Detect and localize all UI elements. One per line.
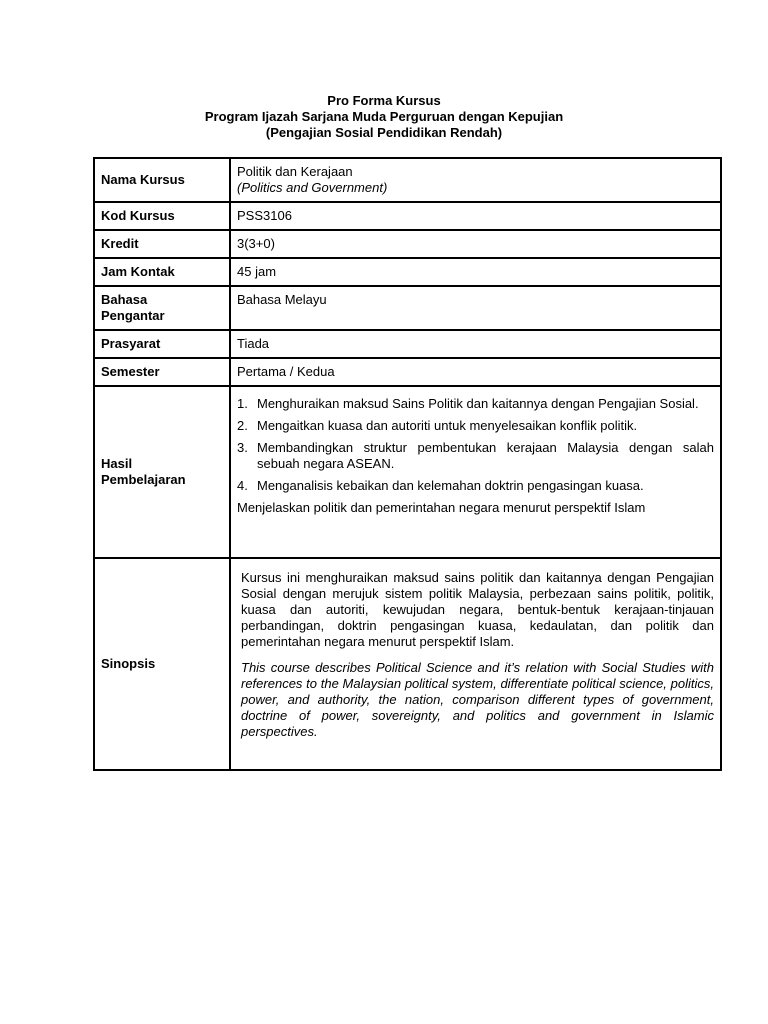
sinopsis-label: Sinopsis [94,558,230,770]
outcome-text: Menghuraikan maksud Sains Politik dan kaitannya dengan Pengajian Sosial. [257,396,699,411]
bahasa-pengantar-label-line2: Pengantar [101,308,165,323]
row-prasyarat [94,330,721,358]
row-nama-kursus [94,158,721,202]
list-item [237,396,714,412]
outcome-number: 2. [237,418,248,433]
row-bahasa-pengantar [94,286,721,330]
bahasa-pengantar-label-line1: Bahasa [101,292,148,307]
course-name: Politik dan Kerajaan [237,164,353,179]
row-kredit [94,230,721,258]
bahasa-pengantar-label [94,286,230,330]
bahasa-pengantar-value: Bahasa Melayu [230,286,721,330]
outcome-extra-text: Menjelaskan politik dan pemerintahan negara menurut perspektif Islam [237,500,646,515]
row-kod-kursus [94,202,721,230]
nama-kursus-label: Nama Kursus [94,158,230,202]
synopsis-malay: Kursus ini menghuraikan maksud sains politik dan kaitannya dengan Pengajian Sosial dengan merujuk sistem politik Malaysia, perbezaan sains politik, politik, kuasa dan autoriti, kewujudan negara, bentuk-bentuk kerajaan-tinjauan perbandingan, doktrin pengasingan kuasa, kedaulatan, dan politik dan pemerintahan negara menurut perspektif Islam. [241,570,714,649]
header-specialisation: (Pengajian Sosial Pendidikan Rendah) [265,125,503,140]
kredit-label: Kredit [94,230,230,258]
sinopsis-value [230,558,721,770]
outcome-number: 3. [237,440,248,455]
course-proforma-table [93,157,722,771]
row-sinopsis [94,558,721,770]
hasil-pembelajaran-label [94,386,230,558]
outcome-text: Menganalisis kebaikan dan kelemahan doktrin pengasingan kuasa. [257,478,644,493]
header-title: Pro Forma Kursus [327,93,441,108]
synopsis-english: This course describes Political Science and it’s relation with Social Studies with references to the Malaysian political system, differentiate political science, politics, power, and authority, the nation, comparison different types of government, doctrine of power, sovereignty, and politics and government in Islamic perspectives. [241,660,714,739]
outcome-text: Membandingkan struktur pembentukan kerajaan Malaysia dengan salah sebuah negara ASEAN. [257,440,714,471]
semester-value: Pertama / Kedua [230,358,721,386]
kod-kursus-label: Kod Kursus [94,202,230,230]
outcome-number: 4. [237,478,248,493]
prasyarat-label: Prasyarat [94,330,230,358]
list-item [237,418,714,434]
kod-kursus-value: PSS3106 [230,202,721,230]
learning-outcomes-list [237,396,714,494]
jam-kontak-value: 45 jam [230,258,721,286]
hasil-pembelajaran-label-line2: Pembelajaran [101,472,186,487]
hasil-pembelajaran-value [230,386,721,558]
prasyarat-value: Tiada [230,330,721,358]
list-item [237,440,714,472]
header-program: Program Ijazah Sarjana Muda Perguruan dengan Kepujian [204,109,564,124]
semester-label: Semester [94,358,230,386]
row-jam-kontak [94,258,721,286]
course-name-english: (Politics and Government) [237,180,388,195]
nama-kursus-value [230,158,721,202]
jam-kontak-label: Jam Kontak [94,258,230,286]
list-item [237,478,714,494]
row-hasil-pembelajaran [94,386,721,558]
document-header [0,93,768,141]
row-semester [94,358,721,386]
kredit-value: 3(3+0) [230,230,721,258]
outcome-number: 1. [237,396,248,411]
outcome-text: Mengaitkan kuasa dan autoriti untuk menyelesaikan konflik politik. [257,418,638,433]
hasil-pembelajaran-label-line1: Hasil [101,456,133,471]
